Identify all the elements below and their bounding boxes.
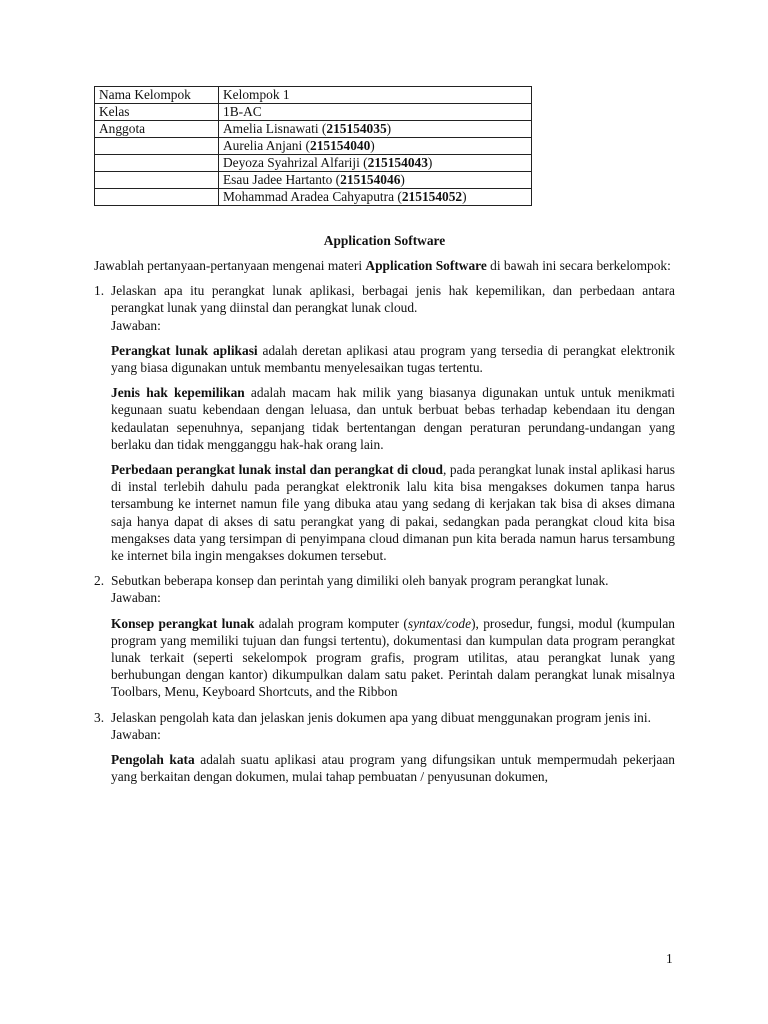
answer-paragraph: Perbedaan perangkat lunak instal dan perangkat di cloud, pada perangkat lunak instal aplikasi harus di instal terlebih dahulu pada perangkat elektronik lalu kita bisa mengakses dokumen tanpa harus tersambung ke internet namun file yang dibuka atau yang sedang di kerjakan tak bisa di akses dimana saja hanya dapat di akses di satu perangkat yang di pakai, sedangkan pada perangkat cloud kita bisa mengakses data yang tersimpan di penyimpana cloud dimanan pun kita berada namun harus tersambung ke internet bila ingin mengakses dokumen tersebut. [111, 462, 675, 564]
table-label-empty [95, 172, 219, 189]
member-entry: Esau Jadee Hartanto (215154046) [219, 172, 532, 189]
question-number: 1. [94, 283, 105, 299]
document-title: Application Software [323, 233, 446, 248]
intro-paragraph: Jawablah pertanyaan-pertanyaan mengenai materi Application Software di bawah ini secara berkelompok: [94, 258, 671, 273]
table-label: Kelas [95, 104, 219, 121]
member-id: 215154040 [310, 138, 371, 153]
question-text: Jelaskan pengolah kata dan jelaskan jenis dokumen apa yang dibuat menggunakan program jenis ini. [111, 709, 651, 725]
table-value: Kelompok 1 [219, 87, 532, 104]
question-text: Jelaskan apa itu perangkat lunak aplikasi, berbagai jenis hak kepemilikan, dan perbedaan antara perangkat lunak yang diinstal dan perangkat lunak cloud. [111, 283, 675, 316]
member-id: 215154035 [326, 121, 387, 136]
member-entry: Mohammad Aradea Cahyaputra (215154052) [219, 189, 532, 206]
table-row [95, 172, 532, 189]
table-value: 1B-AC [219, 104, 532, 121]
question-number: 2. [94, 573, 105, 589]
member-id: 215154052 [401, 189, 463, 204]
table-row [95, 155, 532, 172]
page-number: 1 [666, 951, 673, 966]
answer-paragraph: Konsep perangkat lunak adalah program komputer (syntax/code), prosedur, fungsi, modul (kumpulan program yang memiliki tujuan dan fungsi tertentu), dokumentasi dan kumpulan data program perangkat lunak terkait (seperti sekelompok program grafis, program utilitas, atau perangkat lunak yang berhubungan dengan kantor) dikumpulkan dalam satu paket. Perintah dalam perangkat lunak misalnya Toolbars, Menu, Keyboard Shortcuts, and the Ribbon [111, 615, 675, 700]
question-2 [94, 572, 675, 589]
question-1 [94, 282, 675, 316]
table-row [95, 138, 532, 155]
table-row [95, 104, 532, 121]
table-label: Nama Kelompok [95, 87, 219, 104]
table-row [95, 189, 532, 206]
answer-label: Jawaban: [111, 317, 161, 333]
table-label-empty [95, 155, 219, 172]
answer-paragraph: Pengolah kata adalah suatu aplikasi atau program yang difungsikan untuk mempermudah pekerjaan yang berkaitan dengan dokumen, mulai tahap pembuatan / penyusunan dokumen, [111, 752, 675, 785]
member-id: 215154043 [367, 155, 428, 170]
table-label-empty [95, 189, 219, 206]
table-row [95, 87, 532, 104]
table-label: Anggota [95, 121, 219, 138]
member-entry: Deyoza Syahrizal Alfariji (215154043) [219, 155, 532, 172]
answer-label: Jawaban: [111, 590, 161, 606]
question-number: 3. [94, 709, 105, 725]
member-entry: Amelia Lisnawati (215154035) [219, 121, 532, 138]
answer-label: Jawaban: [111, 726, 161, 742]
answer-paragraph: Jenis hak kepemilikan adalah macam hak milik yang biasanya digunakan untuk untuk menikmati kegunaan suatu kebendaan dengan leluasa, dan untuk berbuat bebas terhadap kebendaan itu dengan kedaulatan sepenuhnya, sepanjang tidak bertentangan dengan peraturan perundang-undangan yang berlaku dan tidak mengganggu hak-hak orang lain. [111, 385, 675, 452]
question-3 [94, 709, 675, 726]
answer-paragraph: Perangkat lunak aplikasi adalah deretan aplikasi atau program yang tersedia di perangkat elektronik yang biasa digunakan untuk membantu menyelesaikan tugas tertentu. [111, 342, 676, 376]
table-row [95, 121, 532, 138]
table-label-empty [95, 138, 219, 155]
member-entry: Aurelia Anjani (215154040) [219, 138, 532, 155]
group-info-table [94, 86, 532, 206]
document-page [94, 86, 675, 785]
question-text: Sebutkan beberapa konsep dan perintah yang dimiliki oleh banyak program perangkat lunak. [111, 573, 609, 589]
member-id: 215154046 [340, 172, 401, 187]
